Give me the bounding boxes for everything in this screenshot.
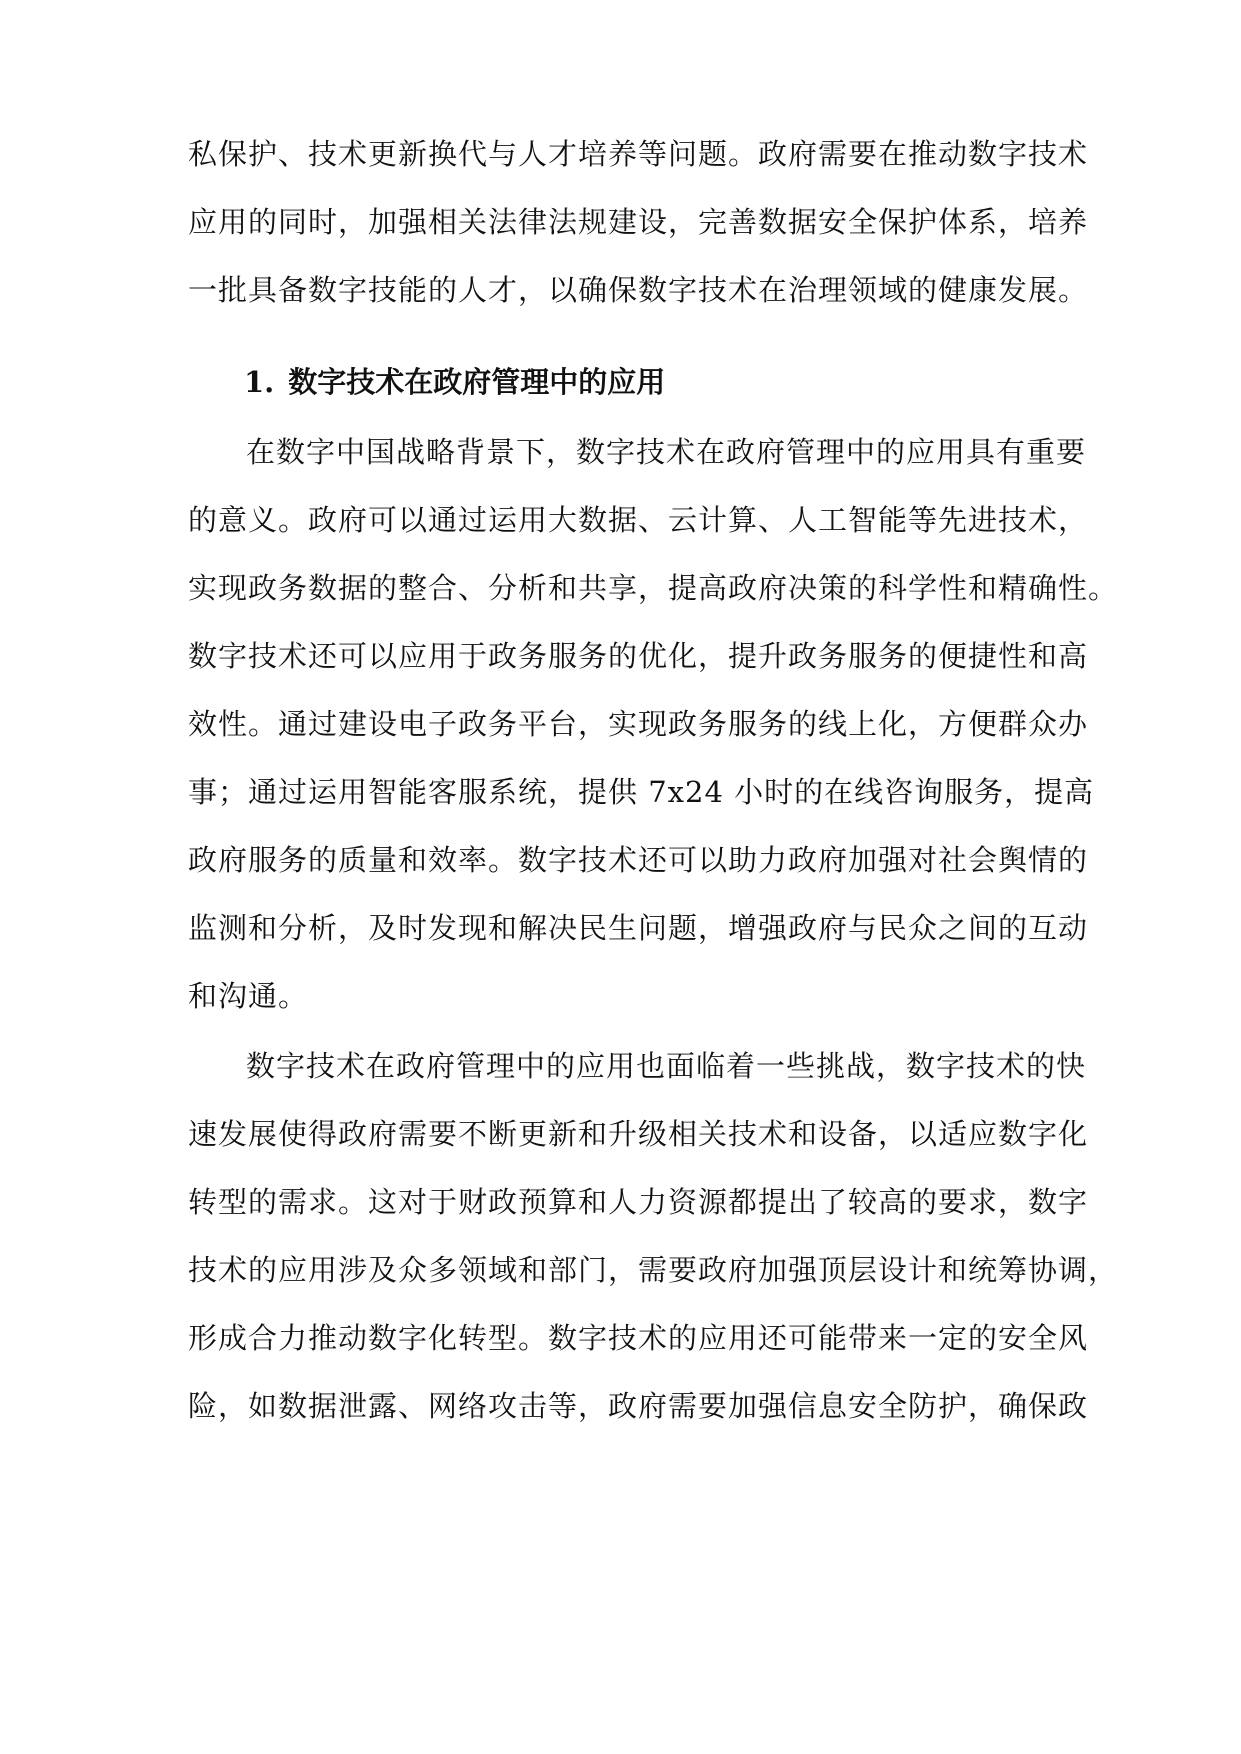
intro-line-3: 一批具备数字技能的人才，以确保数字技术在治理领域的健康发展。 (188, 273, 1089, 307)
intro-line-1: 私保护、技术更新换代与人才培养等问题。政府需要在推动数字技术 (188, 137, 1089, 171)
paragraph1-line-2: 的意义。政府可以通过运用大数据、云计算、人工智能等先进技术， (188, 503, 1089, 537)
paragraph2-line-5: 形成合力推动数字化转型。数字技术的应用还可能带来一定的安全风 (188, 1321, 1089, 1355)
paragraph1-line-7: 政府服务的质量和效率。数字技术还可以助力政府加强对社会舆情的 (188, 843, 1089, 877)
paragraph1-line-5: 效性。通过建设电子政务平台，实现政务服务的线上化，方便群众办 (188, 707, 1089, 741)
paragraph1-line-6: 事；通过运用智能客服系统，提供 7x24 小时的在线咨询服务，提高 (188, 775, 1095, 809)
paragraph1-line-8: 监测和分析，及时发现和解决民生问题，增强政府与民众之间的互动 (188, 911, 1089, 945)
paragraph1-line-1: 在数字中国战略背景下，数字技术在政府管理中的应用具有重要 (246, 435, 1087, 469)
intro-line-2: 应用的同时，加强相关法律法规建设，完善数据安全保护体系，培养 (188, 205, 1089, 239)
paragraph2-line-1: 数字技术在政府管理中的应用也面临着一些挑战，数字技术的快 (246, 1049, 1087, 1083)
section-title: 数字技术在政府管理中的应用 (288, 365, 666, 399)
paragraph2-line-2: 速发展使得政府需要不断更新和升级相关技术和设备，以适应数字化 (188, 1117, 1089, 1151)
paragraph1-line-3: 实现政务数据的整合、分析和共享，提高政府决策的科学性和精确性。 (188, 571, 1119, 605)
paragraph1-line-4: 数字技术还可以应用于政务服务的优化，提升政务服务的便捷性和高 (188, 639, 1089, 673)
paragraph1-line-9: 和沟通。 (188, 979, 309, 1013)
paragraph2-line-3: 转型的需求。这对于财政预算和人力资源都提出了较高的要求，数字 (188, 1185, 1089, 1219)
paragraph2-line-6: 险，如数据泄露、网络攻击等，政府需要加强信息安全防护，确保政 (188, 1389, 1089, 1423)
section-heading (244, 364, 944, 400)
section-number: 1. (244, 365, 275, 399)
paragraph2-line-4: 技术的应用涉及众多领域和部门，需要政府加强顶层设计和统筹协调， (188, 1253, 1119, 1287)
